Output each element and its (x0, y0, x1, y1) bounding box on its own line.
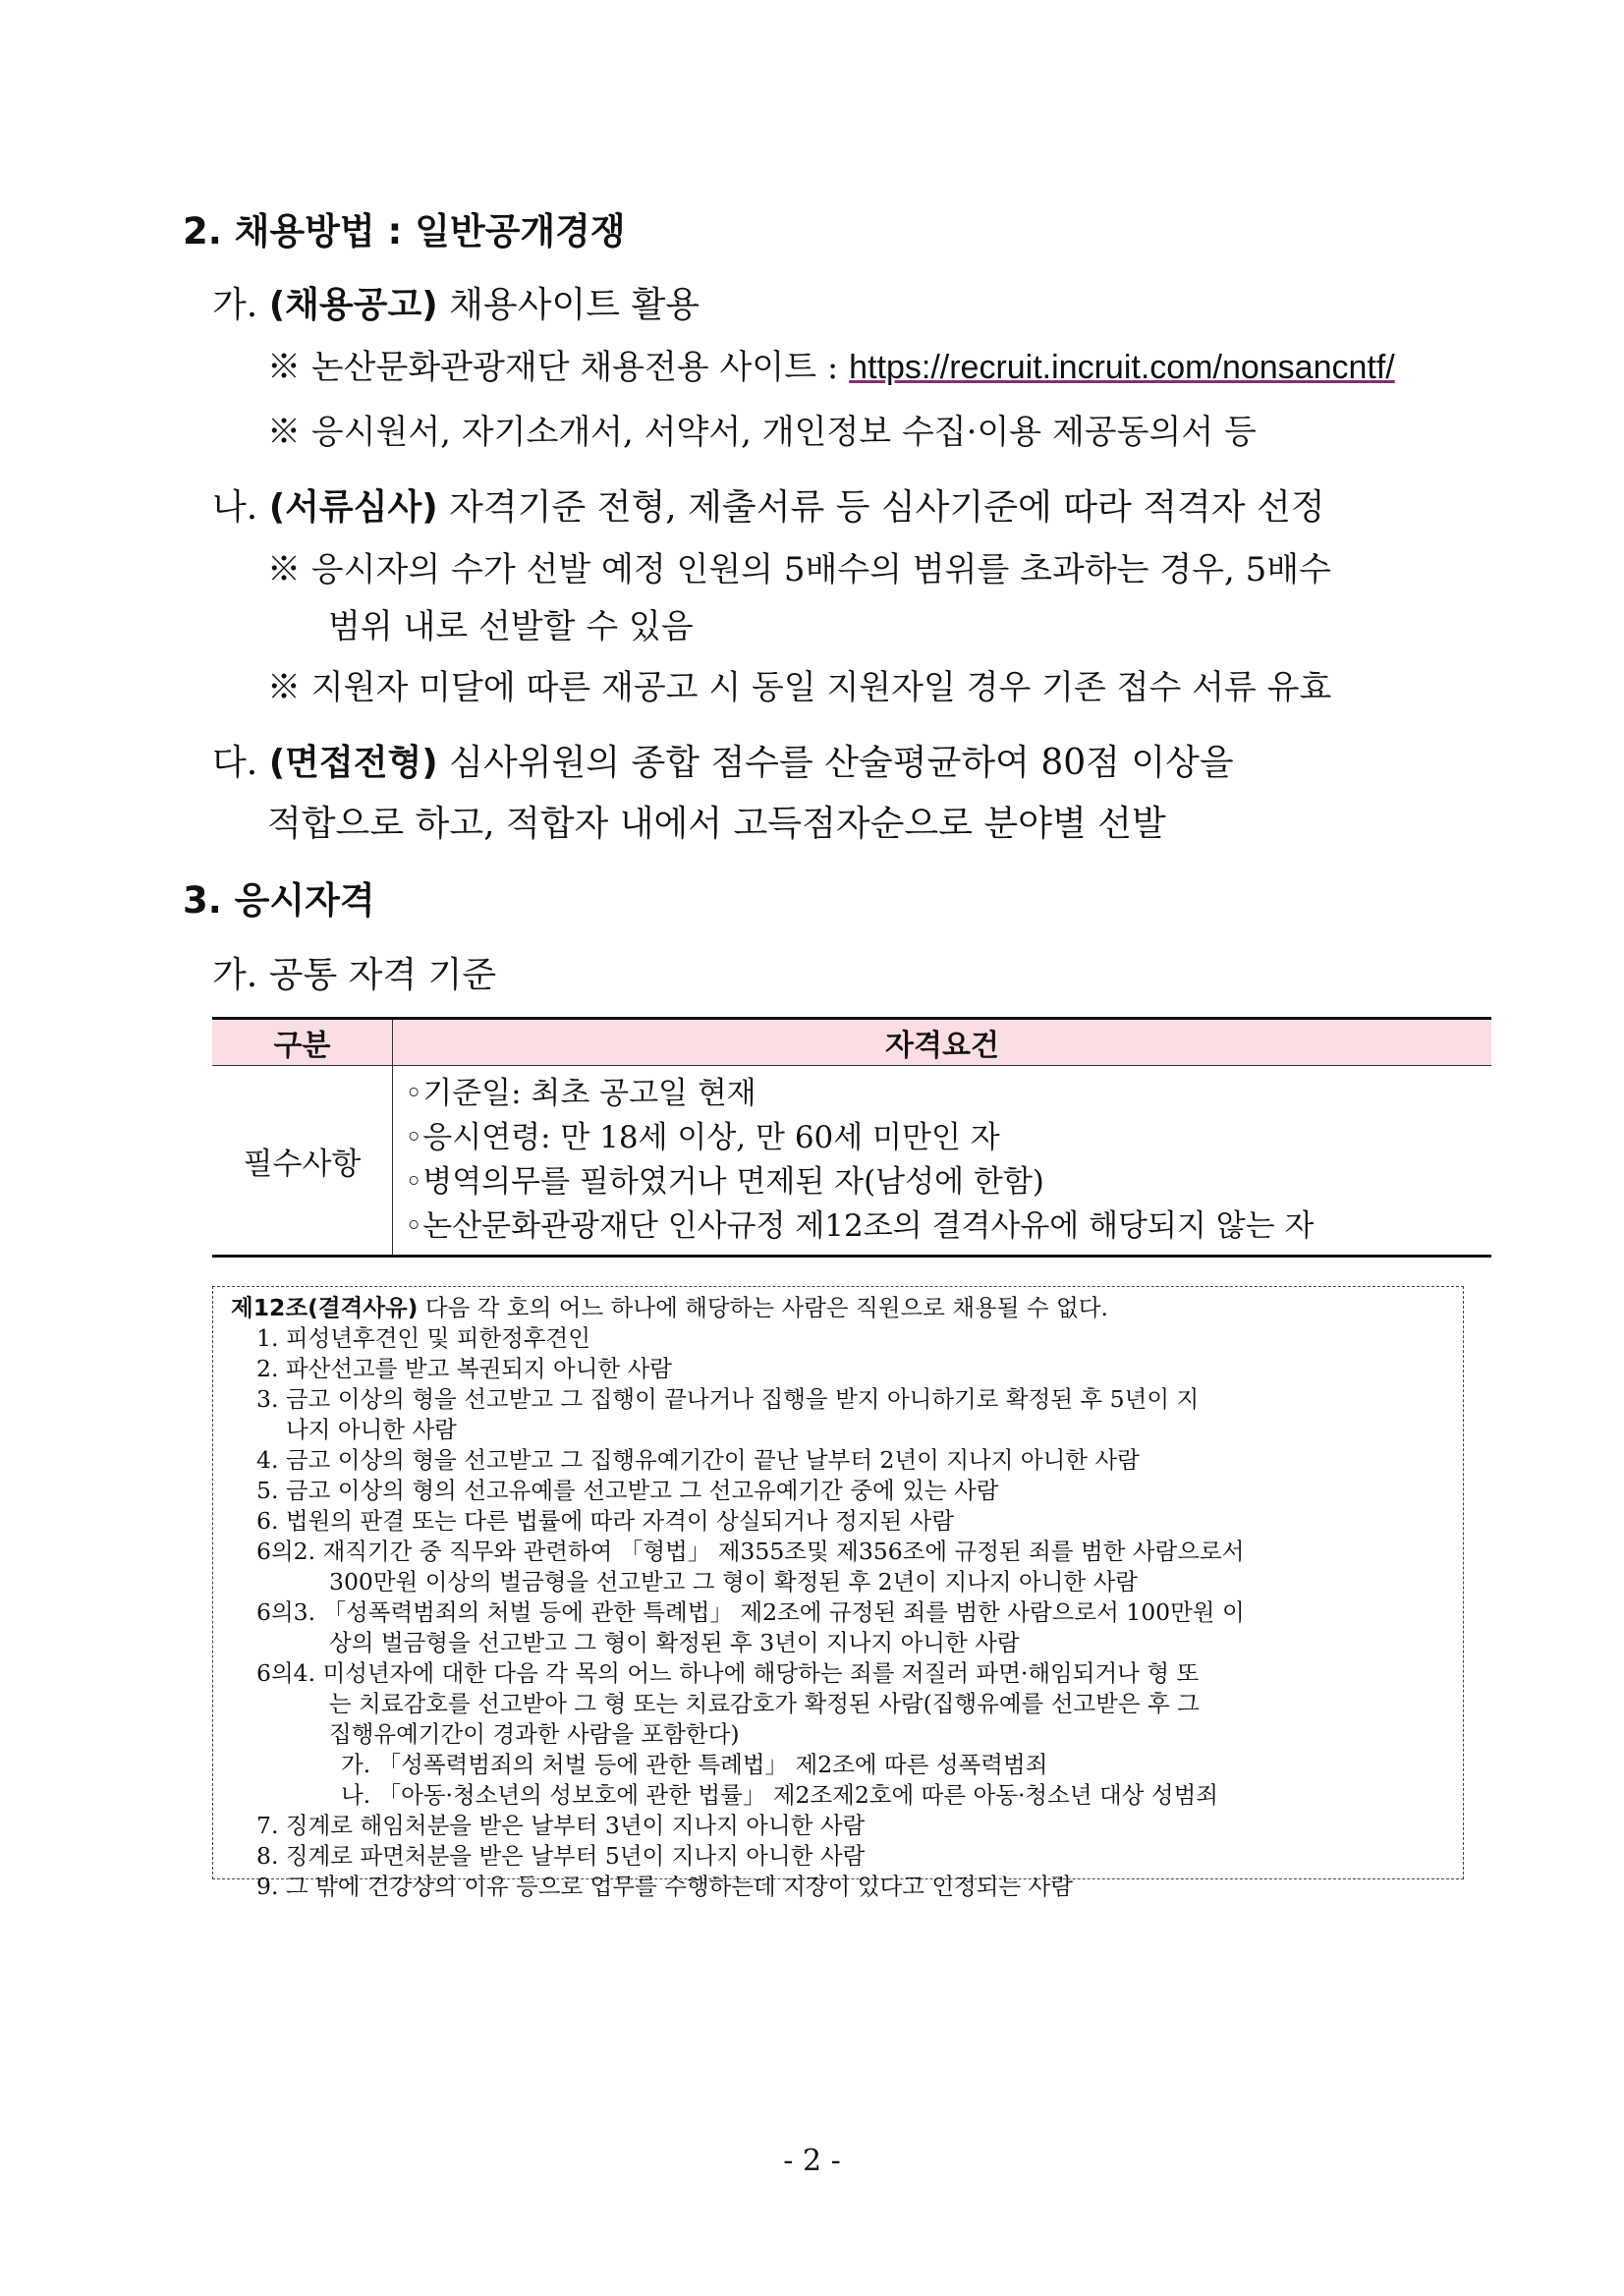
list-item (231, 1658, 1453, 1689)
qualification-table (212, 1017, 1491, 1258)
item-number: 4. (256, 1446, 279, 1474)
section-3-heading: 3. 응시자격 (183, 879, 375, 922)
requirement-item: ◦병역의무를 필하였거나 면제된 자(남성에 한함) (405, 1164, 1044, 1200)
list-item (231, 1323, 1453, 1354)
item-2b-prefix: 나. (212, 487, 258, 528)
list-item-continuation: 상의 벌금형을 선고받고 그 형이 확정된 후 3년이 지나지 아니한 사람 (329, 1629, 1020, 1656)
item-number: 1. (256, 1324, 279, 1352)
item-text: 피성년후견인 및 피한정후견인 (285, 1324, 590, 1352)
item-2a-text: 채용사이트 활용 (449, 285, 700, 325)
requirement-item: ◦논산문화관광재단 인사규정 제12조의 결격사유에 해당되지 않는 자 (405, 1208, 1315, 1244)
column-header-requirements: 자격요건 (393, 1019, 1492, 1066)
list-item (231, 1354, 1453, 1384)
item-2c-prefix: 다. (212, 743, 258, 783)
item-2b-note-2: ※ 지원자 미달에 따른 재공고 시 동일 지원자일 경우 기존 접수 서류 유효 (267, 668, 1332, 707)
page-number: - 2 - (783, 2144, 841, 2178)
recruit-site-link[interactable]: https://recruit.incruit.com/nonsancntf/ (849, 349, 1395, 386)
item-2b-note-1-line-1: ※ 응시자의 수가 선발 예정 인원의 5배수의 범위를 초과하는 경우, 5배수 (267, 550, 1331, 589)
item-text: 징계로 해임처분을 받은 날부터 3년이 지나지 아니한 사람 (285, 1812, 866, 1839)
list-item-continuation: 는 치료감호를 선고받아 그 형 또는 치료감호가 확정된 사람(집행유예를 선고받은 후 그 (329, 1690, 1200, 1717)
item-number: 6의2. (256, 1538, 316, 1565)
item-2a-note-2: ※ 응시원서, 자기소개서, 서약서, 개인정보 수집·이용 제공동의서 등 (267, 413, 1257, 452)
item-text: 법원의 판결 또는 다른 법률에 따라 자격이 상실되거나 정지된 사람 (285, 1507, 955, 1535)
item-text: 그 밖에 건강상의 이유 등으로 업무를 수행하는데 지장이 있다고 인정되는 사람 (285, 1873, 1074, 1900)
requirement-item: ◦응시연령: 만 18세 이상, 만 60세 미만인 자 (405, 1120, 1000, 1155)
list-item (231, 1537, 1453, 1567)
item-number: 7. (256, 1812, 279, 1839)
list-item (231, 1872, 1453, 1902)
article-title-line (231, 1293, 1453, 1323)
article-title: 제12조(결격사유) (231, 1294, 419, 1321)
article-intro: 다음 각 호의 어느 하나에 해당하는 사람은 직원으로 채용될 수 없다. (424, 1294, 1108, 1321)
list-item (231, 1384, 1453, 1415)
list-item-continuation: 집행유예기간이 경과한 사람을 포함한다) (329, 1720, 740, 1748)
item-text: 재직기간 중 직무와 관련하여 「형법」 제355조및 제356조에 규정된 죄를 범한 사람으로서 (322, 1538, 1245, 1565)
item-2c (212, 735, 1234, 785)
item-number: 6. (256, 1507, 279, 1535)
sub-item: 나. 「아동·청소년의 성보호에 관한 법률」 제2조제2호에 따른 아동·청소년 대상 성범죄 (341, 1781, 1218, 1809)
article-12-box (212, 1286, 1464, 1900)
section-3-subheading: 가. 공통 자격 기준 (212, 955, 497, 995)
list-item-continuation: 나지 아니한 사람 (286, 1416, 457, 1443)
item-text: 금고 이상의 형을 선고받고 그 집행유예기간이 끝난 날부터 2년이 지나지 아니한 사람 (285, 1446, 1140, 1474)
list-item (231, 1841, 1453, 1872)
item-2a-note-1-text: ※ 논산문화관광재단 채용전용 사이트 : (267, 348, 839, 387)
item-2c-line-2: 적합으로 하고, 적합자 내에서 고득점자순으로 분야별 선발 (267, 804, 1166, 844)
item-2b-bold: (서류심사) (268, 487, 438, 528)
item-2c-text: 심사위원의 종합 점수를 산술평균하여 80점 이상을 (449, 743, 1234, 783)
requirements-cell (393, 1066, 1492, 1257)
section-2-heading: 2. 채용방법 : 일반공개경쟁 (183, 210, 626, 252)
item-2a (212, 277, 700, 327)
item-number: 3. (256, 1385, 279, 1413)
list-item (231, 1506, 1453, 1537)
item-text: 「성폭력범죄의 처벌 등에 관한 특례법」 제2조에 규정된 죄를 범한 사람으로서 100만원 이 (322, 1598, 1245, 1626)
item-2c-bold: (면접전형) (268, 743, 438, 783)
item-2a-note-1 (267, 340, 1395, 388)
item-2a-prefix: 가. (212, 285, 258, 325)
column-header-category: 구분 (212, 1019, 393, 1066)
qualification-table-header (212, 1019, 1491, 1066)
table-row (212, 1066, 1491, 1257)
item-number: 6의4. (256, 1659, 316, 1687)
sub-item: 가. 「성폭력범죄의 처벌 등에 관한 특례법」 제2조에 따른 성폭력범죄 (341, 1751, 1048, 1778)
item-number: 2. (256, 1355, 279, 1382)
item-2b-note-1-line-2: 범위 내로 선발할 수 있음 (328, 607, 694, 646)
row-label-required: 필수사항 (212, 1066, 393, 1257)
list-item (231, 1476, 1453, 1506)
item-number: 8. (256, 1842, 279, 1870)
list-item (231, 1445, 1453, 1476)
item-2a-bold: (채용공고) (268, 285, 438, 325)
item-2b-text: 자격기준 전형, 제출서류 등 심사기준에 따라 적격자 선정 (449, 487, 1325, 528)
list-item (231, 1811, 1453, 1841)
item-text: 금고 이상의 형을 선고받고 그 집행이 끝나거나 집행을 받지 아니하기로 확정된 후 5년이 지 (285, 1385, 1200, 1413)
item-number: 9. (256, 1873, 279, 1900)
item-text: 금고 이상의 형의 선고유예를 선고받고 그 선고유예기간 중에 있는 사람 (285, 1477, 999, 1504)
item-text: 징계로 파면처분을 받은 날부터 5년이 지나지 아니한 사람 (285, 1842, 866, 1870)
item-2b (212, 479, 1325, 530)
item-number: 5. (256, 1477, 279, 1504)
item-number: 6의3. (256, 1598, 316, 1626)
list-item-continuation: 300만원 이상의 벌금형을 선고받고 그 형이 확정된 후 2년이 지나지 아니한 사람 (329, 1568, 1139, 1596)
list-item (231, 1597, 1453, 1628)
item-text: 파산선고를 받고 복권되지 아니한 사람 (285, 1355, 673, 1382)
requirement-item: ◦기준일: 최초 공고일 현재 (405, 1076, 756, 1111)
item-text: 미성년자에 대한 다음 각 목의 어느 하나에 해당하는 죄를 저질러 파면·해임되거나 형 또 (322, 1659, 1200, 1687)
